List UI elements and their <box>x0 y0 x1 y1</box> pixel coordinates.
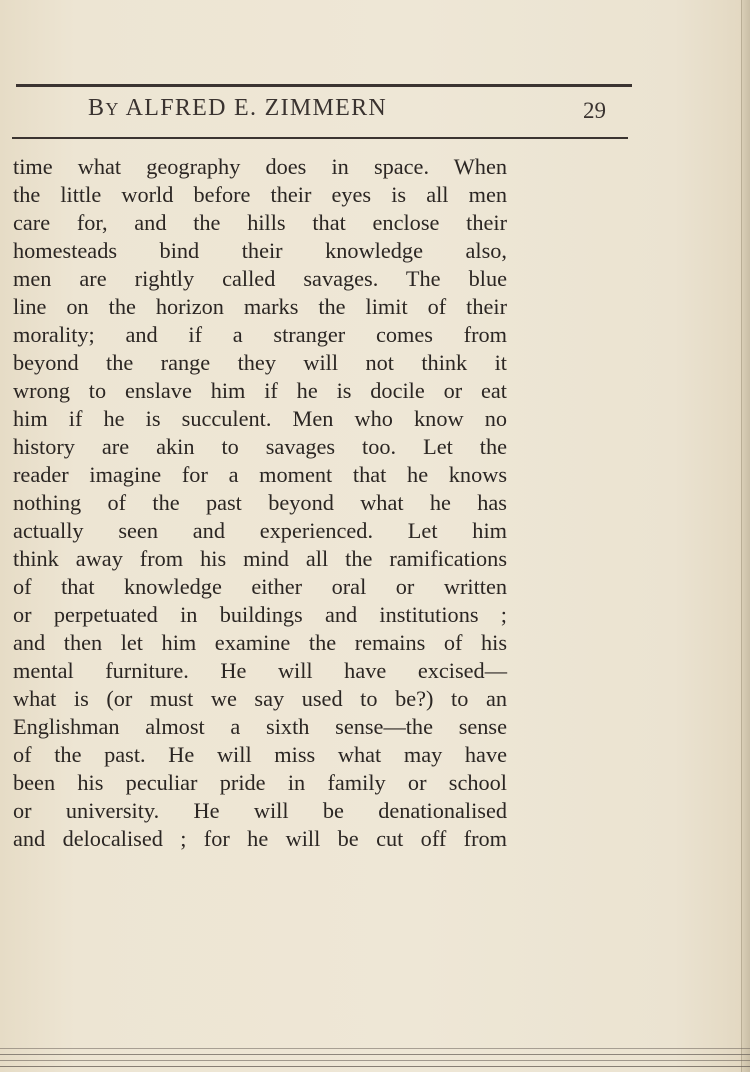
text-line: nothing of the past beyond what he has <box>13 490 507 515</box>
text-line: or university. He will be denationalised <box>13 798 507 823</box>
text-line: wrong to enslave him if he is docile or eat <box>13 378 507 403</box>
text-line: reader imagine for a moment that he knows <box>13 462 507 487</box>
text-line: mental furniture. He will have excised— <box>13 658 507 683</box>
text-line: men are rightly called savages. The blue <box>13 266 507 291</box>
author-prefix: B <box>88 95 106 121</box>
page-stack-line <box>0 1048 750 1049</box>
running-head <box>88 95 387 122</box>
text-line: Englishman almost a sixth sense—the sense <box>13 714 507 739</box>
page-stack-line <box>0 1054 750 1055</box>
header-rule-top <box>16 84 632 87</box>
text-line: beyond the range they will not think it <box>13 350 507 375</box>
text-line: morality; and if a stranger comes from <box>13 322 507 347</box>
text-line: think away from his mind all the ramifications <box>13 546 507 571</box>
text-line: line on the horizon marks the limit of their <box>13 294 507 319</box>
text-line: homesteads bind their knowledge also, <box>13 238 507 263</box>
text-line: history are akin to savages too. Let the <box>13 434 507 459</box>
text-line: him if he is succulent. Men who know no <box>13 406 507 431</box>
text-line: and delocalised ; for he will be cut off from <box>13 826 507 851</box>
body-text <box>13 153 507 853</box>
text-line: actually seen and experienced. Let him <box>13 518 507 543</box>
author-prefix-small: Y <box>105 99 120 119</box>
text-line: what is (or must we say used to be?) to an <box>13 686 507 711</box>
text-line: been his peculiar pride in family or school <box>13 770 507 795</box>
page-edge <box>741 0 750 1072</box>
text-line: of that knowledge either oral or written <box>13 574 507 599</box>
page-stack-line <box>0 1066 750 1067</box>
header-rule-bottom <box>12 137 628 139</box>
text-line: the little world before their eyes is all men <box>13 182 507 207</box>
text-line: of the past. He will miss what may have <box>13 742 507 767</box>
author-name: ALFRED E. ZIMMERN <box>125 95 388 121</box>
text-line: or perpetuated in buildings and institutions ; <box>13 602 507 627</box>
text-line: care for, and the hills that enclose their <box>13 210 507 235</box>
text-line: time what geography does in space. When <box>13 154 507 179</box>
text-line: and then let him examine the remains of his <box>13 630 507 655</box>
page-stack-line <box>0 1060 750 1061</box>
page-number: 29 <box>583 98 606 123</box>
